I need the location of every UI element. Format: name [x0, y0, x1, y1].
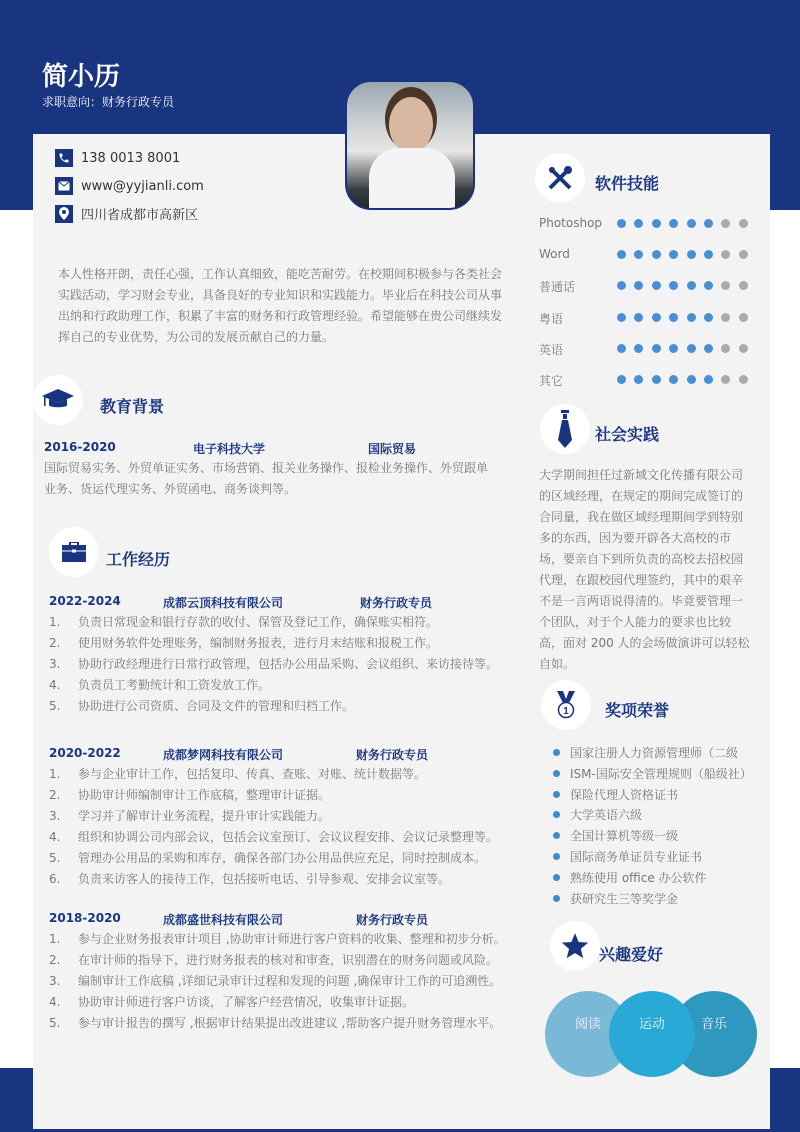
bullet-icon — [553, 874, 560, 881]
item-number: 4. — [49, 830, 61, 844]
item-number: 2. — [49, 636, 61, 650]
award-item — [553, 848, 702, 865]
skill-level-dot — [634, 313, 643, 322]
phone-text: 138 0013 8001 — [81, 150, 181, 166]
job-duty-item — [49, 972, 501, 989]
bullet-icon — [553, 853, 560, 860]
bullet-icon — [553, 832, 560, 839]
address-text: 四川省成都市高新区 — [81, 208, 199, 223]
graduation-cap-icon — [33, 375, 83, 425]
skill-level-dot — [617, 219, 626, 228]
skill-level-dot — [721, 375, 730, 384]
skill-level-dot — [669, 344, 678, 353]
skill-level-dot — [652, 375, 661, 384]
duty-text: 参与企业审计工作，包括复印、传真、查账、对账、统计数据等。 — [78, 767, 427, 781]
skill-level-dot — [634, 344, 643, 353]
skill-level-dot — [617, 375, 626, 384]
job-duty-item — [49, 786, 330, 803]
duty-text: 负责员工考勤统计和工资发放工作。 — [78, 678, 271, 692]
item-number: 2. — [49, 788, 61, 802]
medal-icon — [541, 680, 591, 730]
avatar-photo — [345, 80, 475, 210]
item-number: 3. — [49, 974, 61, 988]
skill-row — [539, 278, 759, 295]
skill-level-dot — [687, 250, 696, 259]
award-text: 保险代理人资格证书 — [570, 787, 679, 802]
item-number: 5. — [49, 1016, 61, 1030]
job-duty-item — [49, 655, 498, 672]
bullet-icon — [553, 749, 560, 756]
duty-text: 协助审计师进行客户访谈，了解客户经营情况，收集审计证据。 — [78, 995, 415, 1009]
skills-title: 软件技能 — [595, 174, 660, 193]
skill-level-dot — [634, 219, 643, 228]
skill-name: 普通话 — [539, 280, 576, 295]
skill-level-dot — [739, 375, 748, 384]
item-number: 3. — [49, 657, 61, 671]
job-role: 财务行政专员 — [356, 748, 429, 762]
skill-level-dot — [721, 219, 730, 228]
item-number: 4. — [49, 995, 61, 1009]
skill-level-dot — [652, 250, 661, 259]
hobby-label: 阅读 — [574, 1017, 601, 1032]
location-pin-icon — [55, 205, 73, 223]
work-title: 工作经历 — [106, 550, 171, 569]
skill-level-dot — [687, 281, 696, 290]
award-item — [553, 806, 642, 823]
email-text: www@yyjianli.com — [81, 178, 204, 194]
skill-level-dot — [704, 281, 713, 290]
skill-level-dot — [669, 219, 678, 228]
svg-text:1: 1 — [563, 706, 569, 717]
skill-level-dot — [634, 281, 643, 290]
job-duty-item — [49, 697, 354, 714]
awards-title: 奖项荣誉 — [605, 701, 670, 720]
education-courses: 国际贸易实务、外贸单证实务、市场营销、报关业务操作、报检业务操作、外贸跟单业务、货运代理实务、外贸函电、商务谈判等。 — [44, 461, 489, 496]
job-intention: 求职意向：财务行政专员 — [42, 95, 175, 109]
social-title: 社会实践 — [595, 425, 660, 444]
item-number: 1. — [49, 615, 61, 629]
skill-level-dot — [739, 250, 748, 259]
job-duty-item — [49, 930, 506, 947]
skill-level-dot — [704, 250, 713, 259]
briefcase-icon — [49, 527, 99, 577]
bullet-icon — [553, 811, 560, 818]
award-item — [553, 890, 678, 907]
skill-level-dot — [704, 375, 713, 384]
contact-address — [55, 204, 198, 223]
skill-level-dot — [669, 250, 678, 259]
item-number: 3. — [49, 809, 61, 823]
job-duty-item — [49, 676, 270, 693]
job-company: 成都云顶科技有限公司 — [163, 596, 284, 610]
skill-level-dot — [739, 281, 748, 290]
duty-text: 负责日常现金和银行存款的收付、保管及登记工作，确保账实相符。 — [78, 615, 439, 629]
skill-name: 英语 — [539, 342, 564, 357]
skill-level-dot — [617, 313, 626, 322]
duty-text: 使用财务软件处理账务，编制财务报表，进行月末结账和报税工作。 — [78, 636, 439, 650]
award-text: 大学英语六级 — [570, 808, 643, 823]
award-item — [553, 744, 738, 761]
skill-level-dot — [687, 375, 696, 384]
job-period: 2020-2022 — [49, 746, 121, 760]
award-text: 国际商务单证员专业证书 — [570, 850, 703, 864]
skill-level-dot — [669, 375, 678, 384]
item-number: 5. — [49, 699, 61, 713]
job-duty-item — [49, 1014, 501, 1031]
award-text: 获研究生三等奖学金 — [570, 891, 679, 906]
skill-level-dot — [739, 344, 748, 353]
job-duty-item — [49, 870, 450, 887]
job-duty-item — [49, 634, 438, 651]
duty-text: 管理办公用品的采购和库存，确保各部门办公用品供应充足，同时控制成本。 — [78, 851, 487, 865]
job-company: 成都梦网科技有限公司 — [163, 748, 284, 762]
award-text: 全国计算机等级一级 — [570, 829, 679, 844]
award-item — [553, 786, 678, 803]
job-role: 财务行政专员 — [360, 596, 433, 610]
item-number: 6. — [49, 872, 61, 886]
skill-name: 粤语 — [539, 311, 564, 326]
award-item — [553, 827, 678, 844]
self-summary: 本人性格开朗，责任心强，工作认真细致，能吃苦耐劳。在校期间积极参与各类社会实践活动，学习财会专业，具备良好的专业知识和实践能力。毕业后在科技公司从事出纳和行政助理工作，积累了丰富的财务和行政管理经验。希望能够在贵公司继续发挥自己的专业优势，为公司的发展贡献自己的力量。 — [58, 267, 503, 344]
education-school: 电子科技大学 — [193, 442, 266, 456]
skill-level-dot — [739, 313, 748, 322]
award-text: 熟练使用 office 办公软件 — [570, 870, 707, 885]
award-item — [553, 869, 707, 886]
skill-level-dot — [721, 313, 730, 322]
job-duty-item — [49, 765, 426, 782]
skill-level-dot — [669, 281, 678, 290]
hobbies-title: 兴趣爱好 — [599, 945, 664, 964]
skill-row — [539, 247, 759, 261]
skill-level-dot — [687, 344, 696, 353]
skill-level-dot — [617, 344, 626, 353]
hobby-label: 运动 — [638, 1017, 665, 1032]
education-period: 2016-2020 — [44, 440, 116, 454]
skill-row — [539, 310, 759, 324]
item-number: 1. — [49, 767, 61, 781]
item-number: 1. — [49, 932, 61, 946]
duty-text: 学习并了解审计业务流程，提升审计实践能力。 — [78, 809, 331, 823]
bullet-icon — [553, 791, 560, 798]
duty-text: 负责来访客人的接待工作，包括接听电话、引导参观、安排会议室等。 — [78, 872, 451, 886]
duty-text: 协助行政经理进行日常行政管理，包括办公用品采购、会议组织、来访接待等。 — [78, 657, 499, 671]
hobby-circle — [609, 991, 695, 1077]
bullet-icon — [553, 895, 560, 902]
skill-level-dot — [617, 281, 626, 290]
award-item — [553, 765, 752, 782]
skill-level-dot — [652, 219, 661, 228]
duty-text: 参与企业财务报表审计项目 ,协助审计师进行客户资料的收集、整理和初步分析。 — [78, 932, 506, 946]
skill-level-dot — [739, 219, 748, 228]
award-text: 国家注册人力资源管理师（二级 — [570, 746, 739, 760]
job-company: 成都盛世科技有限公司 — [163, 913, 284, 927]
job-role: 财务行政专员 — [356, 913, 429, 927]
email-icon — [55, 177, 73, 195]
tools-icon — [535, 153, 585, 203]
job-duty-item — [49, 849, 486, 866]
skill-name: 其它 — [539, 374, 564, 388]
name: 简小历 — [42, 62, 121, 92]
skill-level-dot — [704, 313, 713, 322]
award-text: ISM-国际安全管理规则（船级社） — [570, 766, 752, 781]
skill-row — [539, 372, 759, 386]
bullet-icon — [553, 770, 560, 777]
duty-text: 协助进行公司资质、合同及文件的管理和归档工作。 — [78, 699, 355, 713]
skill-level-dot — [652, 344, 661, 353]
necktie-icon — [540, 404, 590, 454]
skill-level-dot — [634, 250, 643, 259]
education-title: 教育背景 — [100, 397, 165, 416]
education-major: 国际贸易 — [368, 442, 417, 456]
duty-text: 在审计师的指导下，进行财务报表的核对和审查，识别潜在的财务问题或风险。 — [78, 953, 499, 967]
skill-level-dot — [687, 219, 696, 228]
skill-level-dot — [721, 281, 730, 290]
skill-name: Word — [539, 247, 570, 262]
item-number: 5. — [49, 851, 61, 865]
job-duty-item — [49, 613, 438, 630]
duty-text: 协助审计师编制审计工作底稿，整理审计证据。 — [78, 788, 331, 802]
contact-phone — [55, 149, 180, 167]
skill-row — [539, 341, 759, 355]
job-duty-item — [49, 807, 330, 824]
star-icon — [550, 921, 600, 971]
job-period: 2022-2024 — [49, 594, 121, 608]
job-period: 2018-2020 — [49, 911, 121, 925]
skill-level-dot — [652, 313, 661, 322]
item-number: 2. — [49, 953, 61, 967]
item-number: 4. — [49, 678, 61, 692]
job-duty-item — [49, 828, 498, 845]
skill-name: Photoshop — [539, 216, 603, 230]
contact-email — [55, 177, 204, 195]
duty-text: 编制审计工作底稿 ,详细记录审计过程和发现的问题 ,确保审计工作的可追溯性。 — [78, 974, 502, 988]
job-duty-item — [49, 951, 498, 968]
skill-level-dot — [704, 344, 713, 353]
social-text: 大学期间担任过新域文化传播有限公司的区域经理，在规定的期间完成签订的合同量，我在做区域经理期间学到特别多的东西，因为要开辟各大高校的市场，要亲自下到所负责的高校去招校园代理，在跟校园代理签约，其中的艰辛不是一言两语说得清的。毕竟要管理一个团队，对于个人能力的要求也比较高，面对 200 人的会场做演讲可以轻松自如。 — [539, 468, 750, 671]
skill-level-dot — [687, 313, 696, 322]
skill-level-dot — [652, 281, 661, 290]
skill-level-dot — [669, 313, 678, 322]
job-duty-item — [49, 993, 414, 1010]
skill-row — [539, 216, 759, 230]
hobby-label: 音乐 — [700, 1017, 727, 1032]
skill-level-dot — [617, 250, 626, 259]
duty-text: 参与审计报告的撰写 ,根据审计结果提出改进建议 ,帮助客户提升财务管理水平。 — [78, 1016, 502, 1030]
duty-text: 组织和协调公司内部会议，包括会议室预订、会议议程安排、会议记录整理等。 — [78, 830, 499, 844]
skill-level-dot — [721, 344, 730, 353]
skill-level-dot — [721, 250, 730, 259]
phone-icon — [55, 149, 73, 167]
skill-level-dot — [634, 375, 643, 384]
skill-level-dot — [704, 219, 713, 228]
